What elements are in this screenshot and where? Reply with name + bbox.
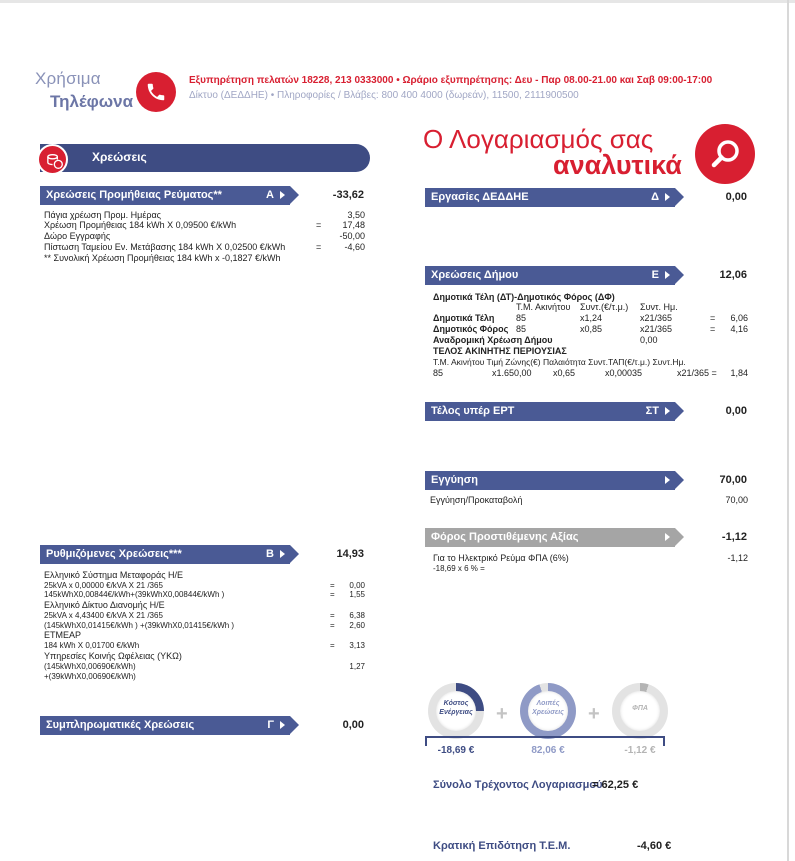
ert-fee-amount: 0,00	[725, 405, 747, 417]
regulated-row-value: 2,60	[349, 621, 365, 630]
ert-fee-code: ΣΤ	[645, 405, 659, 417]
regulated-charges-bar	[40, 545, 290, 564]
municipal-tax-days: x21/365	[640, 324, 673, 334]
supply-row-text: Πάγια χρέωση Προμ. Ημέρας	[44, 210, 162, 220]
regulated-row-text: Ελληνικό Σύστημα Μεταφοράς Η/Ε	[44, 570, 184, 580]
summary-bracket	[425, 736, 665, 746]
regulated-row-value: 6,38	[349, 611, 365, 620]
property-tax-zone: x1.650,00	[492, 368, 532, 378]
guarantee-bar	[425, 471, 675, 490]
regulated-row-text: 25kVA x 0,00000 €/kVA X 21 /365	[44, 581, 163, 590]
property-tax-area: 85	[433, 368, 444, 378]
page-right-rule	[787, 0, 789, 861]
guarantee-row-value: 70,00	[725, 495, 748, 505]
regulated-row-eq: =	[330, 641, 335, 650]
municipal-fees-days: x21/365	[640, 313, 673, 323]
summary-value: 82,06 €	[531, 745, 565, 756]
donut-label-line1: ΦΠΑ	[632, 705, 648, 712]
deddie-works-label: Εργασίες ΔΕΔΔΗΕ	[431, 191, 529, 203]
donut-label-line1: Κόστος	[443, 700, 469, 707]
vat-row-value: -1,12	[727, 553, 748, 563]
municipal-fees-coef: x1,24	[580, 313, 603, 323]
magnifier-icon	[695, 124, 755, 184]
donut-label	[612, 704, 668, 713]
supply-row-value: 3,50	[347, 210, 365, 220]
network-info-line: Δίκτυο (ΔΕΔΔΗΕ) • Πληροφορίες / Βλάβες: 800 400 4000 (δωρεάν), 11500, 2111900500	[189, 90, 579, 101]
municipal-retro-value: 0,00	[640, 335, 658, 345]
supplementary-charges-label: Συμπληρωματικές Χρεώσεις	[46, 719, 195, 731]
summary-donut	[612, 683, 668, 739]
arrow-right-icon	[665, 193, 670, 201]
subsidy-label: Κρατική Επιδότηση Τ.Ε.Μ.	[433, 840, 571, 852]
donut-label	[428, 699, 484, 717]
supply-row-text: ** Συνολική Χρέωση Προμήθειας 184 kWh x -0,1827 €/kWh	[44, 253, 281, 263]
property-tax-heading: ΤΕΛΟΣ ΑΚΙΝΗΤΗΣ ΠΕΡΙΟΥΣΙΑΣ	[433, 346, 567, 356]
regulated-row-value: 3,13	[349, 641, 365, 650]
municipal-retro-label: Αναδρομική Χρέωση Δήμου	[433, 335, 553, 345]
donut-label-line2: Χρεώσεις	[532, 709, 564, 716]
coins-icon	[37, 144, 68, 175]
arrow-right-icon	[280, 191, 285, 199]
regulated-row-text: 184 kWh X 0,01700 €/kWh	[44, 641, 140, 650]
regulated-row-eq: =	[330, 581, 335, 590]
donut-label	[520, 699, 576, 717]
total-label: Σύνολο Τρέχοντος Λογαριασμού	[433, 779, 603, 791]
page-title: Ο Λογαριασμός σας	[423, 124, 654, 154]
subsidy-value: -4,60 €	[637, 840, 672, 852]
customer-service-line: Εξυπηρέτηση πελατών 18228, 213 0333000 • Ωράριο εξυπηρέτησης: Δευ - Παρ 08.00-21.00 και Σαβ 09:00-17:00	[189, 75, 713, 86]
regulated-row-eq: =	[330, 621, 335, 630]
property-tax-coef: x0,00035	[605, 368, 643, 378]
supply-charges-amount: -33,62	[332, 189, 364, 201]
useful-phones-label-bold: Τηλέφωνα	[50, 92, 134, 111]
municipal-charges-amount: 12,06	[719, 269, 747, 281]
property-tax-days: x21/365 =	[677, 368, 717, 378]
donut-label-line1: Λοιπές	[536, 700, 560, 707]
equals-sign: =	[710, 324, 716, 334]
regulated-row-text: ΕΤΜΕΑΡ	[44, 630, 82, 640]
guarantee-amount: 70,00	[719, 474, 747, 486]
property-tax-value: 1,84	[730, 368, 748, 378]
supplementary-charges-code: Γ	[267, 719, 274, 731]
arrow-right-icon	[665, 407, 670, 415]
regulated-charges-code: Β	[266, 548, 274, 560]
arrow-right-icon	[665, 533, 670, 541]
equals-sign: =	[710, 313, 716, 323]
municipal-heading: Δημοτικά Τέλη (ΔΤ)-Δημοτικός Φόρος (ΔΦ)	[433, 292, 615, 302]
regulated-row-text: (145kWhX0,00690€/kWh)	[44, 662, 136, 671]
supplementary-charges-amount: 0,00	[342, 719, 364, 731]
municipal-fees-value: 6,06	[730, 313, 748, 323]
municipal-col-coef: Συντ.(€/τ.μ.)	[580, 302, 629, 312]
regulated-row-text: (145kWhX0,01415€/kWh ) +(39kWhX0,01415€/kWh )	[44, 621, 235, 630]
municipal-tax-coef: x0,85	[580, 324, 603, 334]
supply-row-text: Πίστωση Ταμείου Εν. Μετάβασης 184 kWh X 0,02500 €/kWh	[44, 242, 286, 252]
plus-icon: +	[588, 703, 600, 725]
guarantee-label: Εγγύηση	[431, 474, 478, 486]
ert-fee-bar	[425, 402, 675, 421]
useful-phones-label: Χρήσιμα	[35, 69, 101, 88]
regulated-row-value: 0,00	[349, 581, 365, 590]
supply-charges-code: Α	[266, 189, 274, 201]
total-value: = 62,25 €	[592, 779, 639, 791]
municipal-fees-label: Δημοτικά Τέλη	[433, 313, 495, 323]
plus-icon: +	[496, 703, 508, 725]
regulated-row-value: 1,27	[349, 662, 365, 671]
vat-amount: -1,12	[721, 531, 747, 543]
supply-charges-bar	[40, 186, 290, 205]
arrow-right-icon	[280, 721, 285, 729]
vat-row-calc: -18,69 x 6 % =	[433, 564, 485, 573]
donut-label-line2: Ενέργειας	[439, 709, 473, 716]
regulated-row-text: +(39kWhX0,00690€/kWh)	[44, 672, 136, 681]
vat-row-text: Για το Ηλεκτρικό Ρεύμα ΦΠΑ (6%)	[433, 553, 569, 563]
vat-label: Φόρος Προστιθέμενης Αξίας	[431, 531, 579, 543]
supplementary-charges-bar	[40, 716, 290, 735]
regulated-row-text: 25kVA x 4,43400 €/kVA X 21 /365	[44, 611, 163, 620]
municipal-charges-code: Ε	[651, 269, 659, 281]
supply-row-value: -50,00	[339, 231, 365, 241]
supply-row-value: 17,48	[342, 220, 365, 230]
regulated-row-text: Υπηρεσίες Κοινής Ωφέλειας (ΥΚΩ)	[44, 651, 182, 661]
summary-donut	[520, 683, 576, 739]
arrow-right-icon	[665, 271, 670, 279]
deddie-works-code: Δ	[651, 191, 659, 203]
summary-donut	[428, 683, 484, 739]
phone-icon	[136, 72, 176, 112]
regulated-row-value: 1,55	[349, 590, 365, 599]
supply-row-value: -4,60	[344, 242, 365, 252]
summary-value: -1,12 €	[624, 745, 656, 756]
property-tax-columns: Τ.Μ. Ακινήτου Τιμή Ζώνης(€) Παλαιότητα Συντ.ΤΑΠ(€/τ.μ.) Συντ.Ημ.	[433, 357, 686, 367]
supply-row-eq: =	[316, 220, 322, 230]
municipal-col-days: Συντ. Ημ.	[640, 302, 678, 312]
municipal-tax-label: Δημοτικός Φόρος	[433, 324, 509, 334]
municipal-tax-area: 85	[516, 324, 527, 334]
municipal-fees-area: 85	[516, 313, 527, 323]
vat-bar	[425, 528, 675, 547]
arrow-right-icon	[665, 476, 670, 484]
regulated-row-eq: =	[330, 611, 335, 620]
property-tax-age: x0,65	[553, 368, 576, 378]
summary-value: -18,69 €	[437, 745, 475, 756]
charges-header-label: Χρεώσεις	[92, 150, 147, 164]
municipal-charges-bar	[425, 266, 675, 285]
page-top-rule	[0, 0, 795, 3]
supply-row-eq: =	[316, 242, 322, 252]
supply-row-text: Χρέωση Προμήθειας 184 kWh X 0,09500 €/kWh	[44, 220, 237, 230]
municipal-col-area: Τ.Μ. Ακινήτου	[516, 302, 571, 312]
deddie-works-bar	[425, 188, 675, 207]
municipal-tax-value: 4,16	[730, 324, 748, 334]
arrow-right-icon	[280, 550, 285, 558]
page-subtitle: αναλυτικά	[553, 150, 682, 180]
charges-header-bar	[40, 144, 370, 172]
regulated-row-text: Ελληνικό Δίκτυο Διανομής Η/Ε	[44, 600, 165, 610]
municipal-charges-label: Χρεώσεις Δήμου	[431, 269, 519, 281]
ert-fee-label: Τέλος υπέρ ΕΡΤ	[431, 405, 515, 417]
regulated-row-eq: =	[330, 590, 335, 599]
regulated-charges-amount: 14,93	[336, 548, 364, 560]
supply-row-text: Δώρο Εγγραφής	[44, 231, 111, 241]
supply-charges-label: Χρεώσεις Προμήθειας Ρεύματος**	[46, 189, 222, 201]
guarantee-row-text: Εγγύηση/Προκαταβολή	[430, 495, 523, 505]
regulated-charges-label: Ρυθμιζόμενες Χρεώσεις***	[46, 548, 182, 560]
deddie-works-amount: 0,00	[725, 191, 747, 203]
regulated-row-text: 145kWhX0,00844€/kWh+(39kWhX0,00844€/kWh )	[44, 590, 225, 599]
